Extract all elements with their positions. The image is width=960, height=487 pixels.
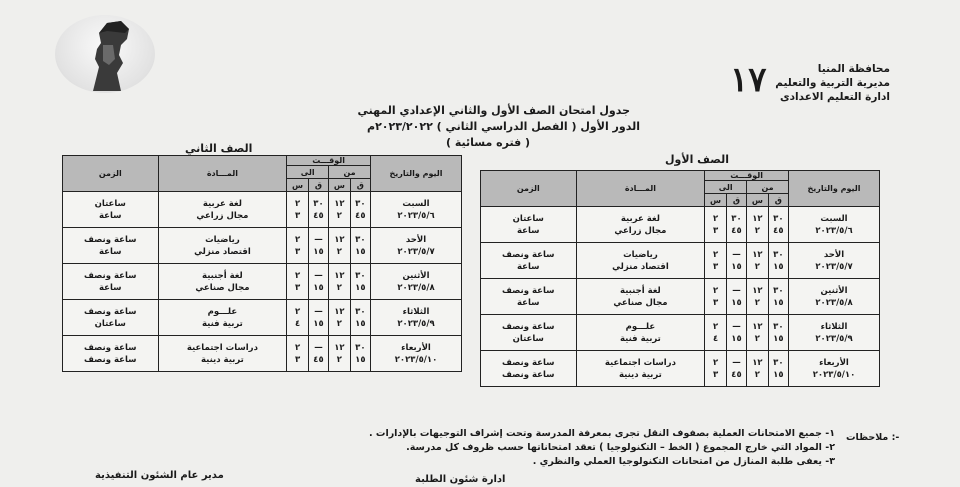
subject-cell — [158, 228, 287, 264]
subject-cell-value: رياضيات — [205, 234, 240, 245]
from-hours-value: ٢ — [336, 282, 342, 293]
to-minutes-value: ٤٥ — [731, 225, 742, 236]
from-hours — [747, 207, 769, 243]
day-date-cell — [371, 336, 462, 372]
to-minutes-value: — — [314, 234, 323, 245]
subject-cell-value: مجال صناعي — [613, 297, 668, 308]
col-from-s: س — [747, 194, 769, 207]
title-line-2: الدور الأول ( الفصل الدراسي الثاني ) ٢٠٢٣/٢٠٢٢م — [367, 120, 640, 133]
duration-cell-value: ساعة ونصف — [84, 342, 137, 353]
col-subject: المـــادة — [576, 171, 705, 207]
to-minutes-value: ١٥ — [313, 246, 324, 257]
grade-one-label: الصف الأول — [665, 153, 730, 166]
from-hours-value: ١٢ — [334, 270, 345, 281]
col-to-s: س — [287, 179, 309, 192]
day-date-cell — [371, 192, 462, 228]
table-row — [481, 207, 880, 243]
col-duration: الزمن — [481, 171, 577, 207]
to-hours-value: ٢ — [294, 342, 301, 353]
duration-cell-value: ساعة ونصف — [84, 306, 137, 317]
to-hours — [705, 351, 727, 387]
subject-cell-value: تربية دينية — [200, 354, 244, 365]
table-row — [481, 243, 880, 279]
day-date-cell — [789, 279, 880, 315]
exam-date: ٢٠٢٣/٥/٨ — [397, 282, 435, 293]
to-hours-value: ٣ — [294, 282, 301, 293]
to-hours-value: ٣ — [294, 210, 301, 221]
duration-cell — [63, 336, 159, 372]
from-minutes-value: ١٥ — [773, 369, 784, 380]
day-name: الثلاثاء — [402, 306, 430, 317]
to-hours-value: ٢ — [712, 285, 719, 296]
to-minutes — [726, 243, 746, 279]
from-hours-value: ١٢ — [334, 234, 345, 245]
subject-cell — [158, 336, 287, 372]
to-hours — [705, 207, 727, 243]
col-to-q: ق — [308, 179, 328, 192]
subject-cell — [158, 264, 287, 300]
to-minutes-value: ٣٠ — [731, 213, 742, 224]
from-minutes-value: ٣٠ — [355, 342, 366, 353]
to-minutes-value: ١٥ — [313, 282, 324, 293]
to-minutes-value: ١٥ — [313, 318, 324, 329]
from-minutes — [768, 351, 788, 387]
grade-two-label: الصف الثاني — [185, 142, 253, 155]
from-minutes — [350, 336, 370, 372]
duration-cell-value: ساعتان — [94, 318, 126, 329]
to-minutes-value: — — [732, 357, 741, 368]
subject-cell-value: دراسات اجتماعية — [604, 357, 676, 368]
duration-cell-value: ساعة ونصف — [502, 369, 555, 380]
to-minutes-value: ١٥ — [731, 261, 742, 272]
from-minutes-value: ٣٠ — [355, 270, 366, 281]
signature-student-affairs: ادارة شئون الطلبة — [415, 474, 506, 485]
to-hours-value: ٣ — [294, 354, 301, 365]
table-row — [63, 300, 462, 336]
from-hours — [329, 228, 351, 264]
subject-cell-value: تربية فنية — [619, 333, 661, 344]
from-minutes-value: ١٥ — [773, 333, 784, 344]
from-hours — [747, 351, 769, 387]
from-hours — [329, 336, 351, 372]
subject-cell-value: لغة أجنبية — [620, 285, 661, 296]
to-minutes-value: — — [732, 285, 741, 296]
from-hours — [329, 192, 351, 228]
from-hours-value: ١٢ — [334, 198, 345, 209]
day-name: السبت — [820, 213, 848, 224]
from-minutes-value: ١٥ — [355, 282, 366, 293]
col-from-q: ق — [768, 194, 788, 207]
exam-date: ٢٠٢٣/٥/٨ — [815, 297, 853, 308]
from-hours-value: ٢ — [754, 261, 760, 272]
subject-cell-value: اقتصاد منزلي — [194, 246, 251, 257]
subject-cell-value: مجال صناعي — [195, 282, 250, 293]
subject-cell-value: رياضيات — [623, 249, 658, 260]
title-line-1: جدول امتحان الصف الأول والثاني الإعدادي المهني — [357, 104, 630, 117]
day-name: الأثنين — [820, 285, 848, 296]
subject-cell — [576, 207, 705, 243]
to-hours — [287, 336, 309, 372]
from-minutes-value: ١٥ — [355, 354, 366, 365]
from-hours-value: ١٢ — [752, 321, 763, 332]
from-minutes — [768, 207, 788, 243]
to-hours — [705, 243, 727, 279]
duration-cell — [63, 228, 159, 264]
exam-date: ٢٠٢٣/٥/٦ — [397, 210, 435, 221]
duration-cell-value: ساعتان — [512, 213, 544, 224]
duration-cell-value: ساعة ونصف — [502, 285, 555, 296]
from-minutes-value: ٤٥ — [773, 225, 784, 236]
from-hours — [747, 315, 769, 351]
day-date-cell — [789, 315, 880, 351]
col-from-q: ق — [350, 179, 370, 192]
to-minutes — [726, 207, 746, 243]
day-name: الأربعاء — [819, 357, 849, 368]
duration-cell-value: ساعة ونصف — [84, 354, 137, 365]
to-hours-value: ٢ — [712, 357, 719, 368]
exam-date: ٢٠٢٣/٥/٩ — [815, 333, 853, 344]
from-minutes-value: ٣٠ — [773, 213, 784, 224]
to-hours-value: ٣ — [712, 369, 719, 380]
exam-date: ٢٠٢٣/٥/٧ — [397, 246, 435, 257]
day-date-cell — [789, 351, 880, 387]
grade-two-table — [62, 155, 462, 372]
from-hours-value: ١٢ — [334, 342, 345, 353]
to-hours — [287, 192, 309, 228]
grade-one-table — [480, 170, 880, 387]
to-minutes — [308, 300, 328, 336]
from-hours — [747, 243, 769, 279]
subject-cell-value: مجال زراعي — [196, 210, 249, 221]
exam-date: ٢٠٢٣/٥/١٠ — [394, 354, 438, 365]
from-minutes — [350, 192, 370, 228]
duration-cell — [481, 315, 577, 351]
duration-cell — [481, 243, 577, 279]
duration-cell-value: ساعة — [517, 261, 540, 272]
subject-cell-value: تربية فنية — [201, 318, 243, 329]
subject-cell-value: علـــوم — [625, 321, 656, 332]
from-hours-value: ١٢ — [752, 285, 763, 296]
col-time: الوقـــت — [705, 171, 789, 181]
col-duration: الزمن — [63, 156, 159, 192]
col-time: الوقـــت — [287, 156, 371, 166]
to-minutes — [726, 315, 746, 351]
duration-cell-value: ساعتان — [512, 333, 544, 344]
subject-cell — [576, 279, 705, 315]
subject-cell-value: اقتصاد منزلي — [612, 261, 669, 272]
day-name: الأحد — [823, 249, 845, 260]
from-minutes-value: ١٥ — [773, 261, 784, 272]
from-minutes-value: ٣٠ — [355, 234, 366, 245]
logo-nefertiti-icon — [55, 15, 155, 93]
from-minutes — [350, 264, 370, 300]
duration-cell-value: ساعة ونصف — [502, 321, 555, 332]
note-item: ٣- يعفى طلبة المنازل من امتحانات التكنولوجيا العملي والنظري . — [532, 456, 835, 467]
from-minutes-value: ٣٠ — [773, 249, 784, 260]
to-minutes — [308, 336, 328, 372]
to-hours-value: ٤ — [712, 333, 719, 344]
day-date-cell — [789, 207, 880, 243]
duration-cell-value: ساعة — [99, 282, 122, 293]
to-hours — [705, 279, 727, 315]
from-hours-value: ٢ — [336, 210, 342, 221]
to-hours — [287, 300, 309, 336]
to-minutes-value: — — [732, 249, 741, 260]
to-hours-value: ٢ — [712, 213, 719, 224]
to-hours-value: ٣ — [294, 246, 301, 257]
col-to-q: ق — [726, 194, 746, 207]
to-minutes-value: ٤٥ — [313, 210, 324, 221]
title-line-3: ( فتره مسائية ) — [446, 136, 530, 149]
to-hours — [287, 228, 309, 264]
day-name: الأثنين — [402, 270, 430, 281]
from-hours — [329, 300, 351, 336]
from-hours-value: ١٢ — [752, 249, 763, 260]
subject-cell-value: تربية دينية — [618, 369, 662, 380]
to-hours-value: ٢ — [712, 249, 719, 260]
to-minutes — [726, 279, 746, 315]
day-date-cell — [371, 228, 462, 264]
from-minutes — [768, 243, 788, 279]
subject-cell — [576, 243, 705, 279]
notes-list — [369, 427, 835, 469]
subject-cell-value: دراسات اجتماعية — [186, 342, 258, 353]
issuer-header — [775, 62, 890, 104]
to-minutes-value: — — [314, 306, 323, 317]
from-hours-value: ١٢ — [752, 357, 763, 368]
col-day-date: اليوم والتاريخ — [789, 171, 880, 207]
exam-date: ٢٠٢٣/٥/٦ — [815, 225, 853, 236]
table-row — [63, 228, 462, 264]
to-minutes — [308, 264, 328, 300]
from-minutes-value: ١٥ — [355, 246, 366, 257]
note-item: ٢- المواد التي خارج المجموع ( الخط – التكنولوجيا ) تعقد امتحاناتها حسب ظروف كل مدرسة. — [406, 442, 835, 453]
subject-cell-value: علـــوم — [207, 306, 238, 317]
to-minutes-value: ٣٠ — [313, 198, 324, 209]
day-date-cell — [371, 300, 462, 336]
exam-date: ٢٠٢٣/٥/٧ — [815, 261, 853, 272]
to-minutes — [308, 192, 328, 228]
to-hours-value: ٣ — [712, 297, 719, 308]
exam-date: ٢٠٢٣/٥/٩ — [397, 318, 435, 329]
from-hours-value: ٢ — [754, 369, 760, 380]
col-to-s: س — [705, 194, 727, 207]
from-hours-value: ١٢ — [334, 306, 345, 317]
from-hours-value: ٢ — [754, 297, 760, 308]
duration-cell-value: ساعة — [99, 246, 122, 257]
to-hours-value: ٤ — [294, 318, 301, 329]
from-minutes — [768, 279, 788, 315]
from-minutes-value: ٣٠ — [355, 306, 366, 317]
from-minutes-value: ٣٠ — [773, 285, 784, 296]
day-name: الأربعاء — [401, 342, 431, 353]
to-hours — [287, 264, 309, 300]
col-day-date: اليوم والتاريخ — [371, 156, 462, 192]
duration-cell-value: ساعة ونصف — [502, 357, 555, 368]
to-hours-value: ٢ — [294, 198, 301, 209]
day-name: السبت — [402, 198, 430, 209]
table-row — [481, 315, 880, 351]
header-line-directorate: مديرية التربية والتعليم — [775, 77, 890, 89]
duration-cell-value: ساعتان — [94, 198, 126, 209]
from-hours — [329, 264, 351, 300]
from-hours-value: ٢ — [336, 246, 342, 257]
to-minutes — [726, 351, 746, 387]
table-row — [63, 336, 462, 372]
notes-label: ملاحظات :- — [846, 432, 900, 443]
duration-cell — [63, 264, 159, 300]
duration-cell — [481, 351, 577, 387]
table-row — [481, 351, 880, 387]
subject-cell-value: لغة عربية — [620, 213, 660, 224]
subject-cell — [158, 300, 287, 336]
table-row — [481, 279, 880, 315]
duration-cell-value: ساعة ونصف — [84, 270, 137, 281]
to-hours-value: ٢ — [294, 270, 301, 281]
to-minutes-value: ١٥ — [731, 297, 742, 308]
from-minutes-value: ٤٥ — [355, 210, 366, 221]
page-number: ١٧ — [730, 60, 767, 100]
signature-executive-director: مدير عام الشئون التنفيذية — [95, 470, 224, 481]
to-hours-value: ٣ — [712, 225, 719, 236]
to-minutes-value: — — [732, 321, 741, 332]
duration-cell-value: ساعة — [517, 297, 540, 308]
subject-cell — [576, 315, 705, 351]
day-date-cell — [789, 243, 880, 279]
to-minutes-value: — — [314, 270, 323, 281]
subject-cell-value: لغة أجنبية — [202, 270, 243, 281]
col-from-s: س — [329, 179, 351, 192]
from-minutes-value: ١٥ — [773, 297, 784, 308]
table-row — [63, 192, 462, 228]
col-subject: المـــادة — [158, 156, 287, 192]
to-hours-value: ٢ — [294, 306, 301, 317]
to-hours-value: ٢ — [712, 321, 719, 332]
from-hours-value: ٢ — [336, 354, 342, 365]
day-date-cell — [371, 264, 462, 300]
duration-cell — [481, 279, 577, 315]
from-minutes-value: ٣٠ — [355, 198, 366, 209]
from-hours-value: ١٢ — [752, 213, 763, 224]
from-minutes-value: ٣٠ — [773, 321, 784, 332]
from-hours-value: ٢ — [754, 225, 760, 236]
from-minutes — [768, 315, 788, 351]
header-line-administration: ادارة التعليم الاعدادى — [780, 91, 890, 103]
header-line-governorate: محافظة المنيا — [817, 63, 890, 75]
from-hours — [747, 279, 769, 315]
duration-cell — [481, 207, 577, 243]
table-row — [63, 264, 462, 300]
from-minutes — [350, 300, 370, 336]
duration-cell-value: ساعة ونصف — [502, 249, 555, 260]
from-hours-value: ٢ — [754, 333, 760, 344]
from-minutes — [350, 228, 370, 264]
to-hours-value: ٣ — [712, 261, 719, 272]
exam-date: ٢٠٢٣/٥/١٠ — [812, 369, 856, 380]
col-from: من — [329, 166, 371, 179]
subject-cell-value: مجال زراعي — [614, 225, 667, 236]
to-hours-value: ٢ — [294, 234, 301, 245]
duration-cell-value: ساعة ونصف — [84, 234, 137, 245]
duration-cell-value: ساعة — [99, 210, 122, 221]
col-to: الى — [705, 181, 747, 194]
col-from: من — [747, 181, 789, 194]
to-minutes-value: ٤٥ — [731, 369, 742, 380]
to-minutes-value: ١٥ — [731, 333, 742, 344]
day-name: الثلاثاء — [820, 321, 848, 332]
col-to: الى — [287, 166, 329, 179]
to-hours — [705, 315, 727, 351]
from-minutes-value: ٣٠ — [773, 357, 784, 368]
note-item: ١- جميع الامتحانات العملية بصفوف النقل تجرى بمعرفة المدرسة وتحت إشراف التوجيهات بالإدارات . — [368, 428, 835, 439]
from-minutes-value: ١٥ — [355, 318, 366, 329]
duration-cell-value: ساعة — [517, 225, 540, 236]
day-name: الأحد — [405, 234, 427, 245]
to-minutes-value: — — [314, 342, 323, 353]
to-minutes — [308, 228, 328, 264]
subject-cell — [576, 351, 705, 387]
subject-cell — [158, 192, 287, 228]
duration-cell — [63, 300, 159, 336]
to-minutes-value: ٤٥ — [313, 354, 324, 365]
from-hours-value: ٢ — [336, 318, 342, 329]
subject-cell-value: لغة عربية — [202, 198, 242, 209]
duration-cell — [63, 192, 159, 228]
